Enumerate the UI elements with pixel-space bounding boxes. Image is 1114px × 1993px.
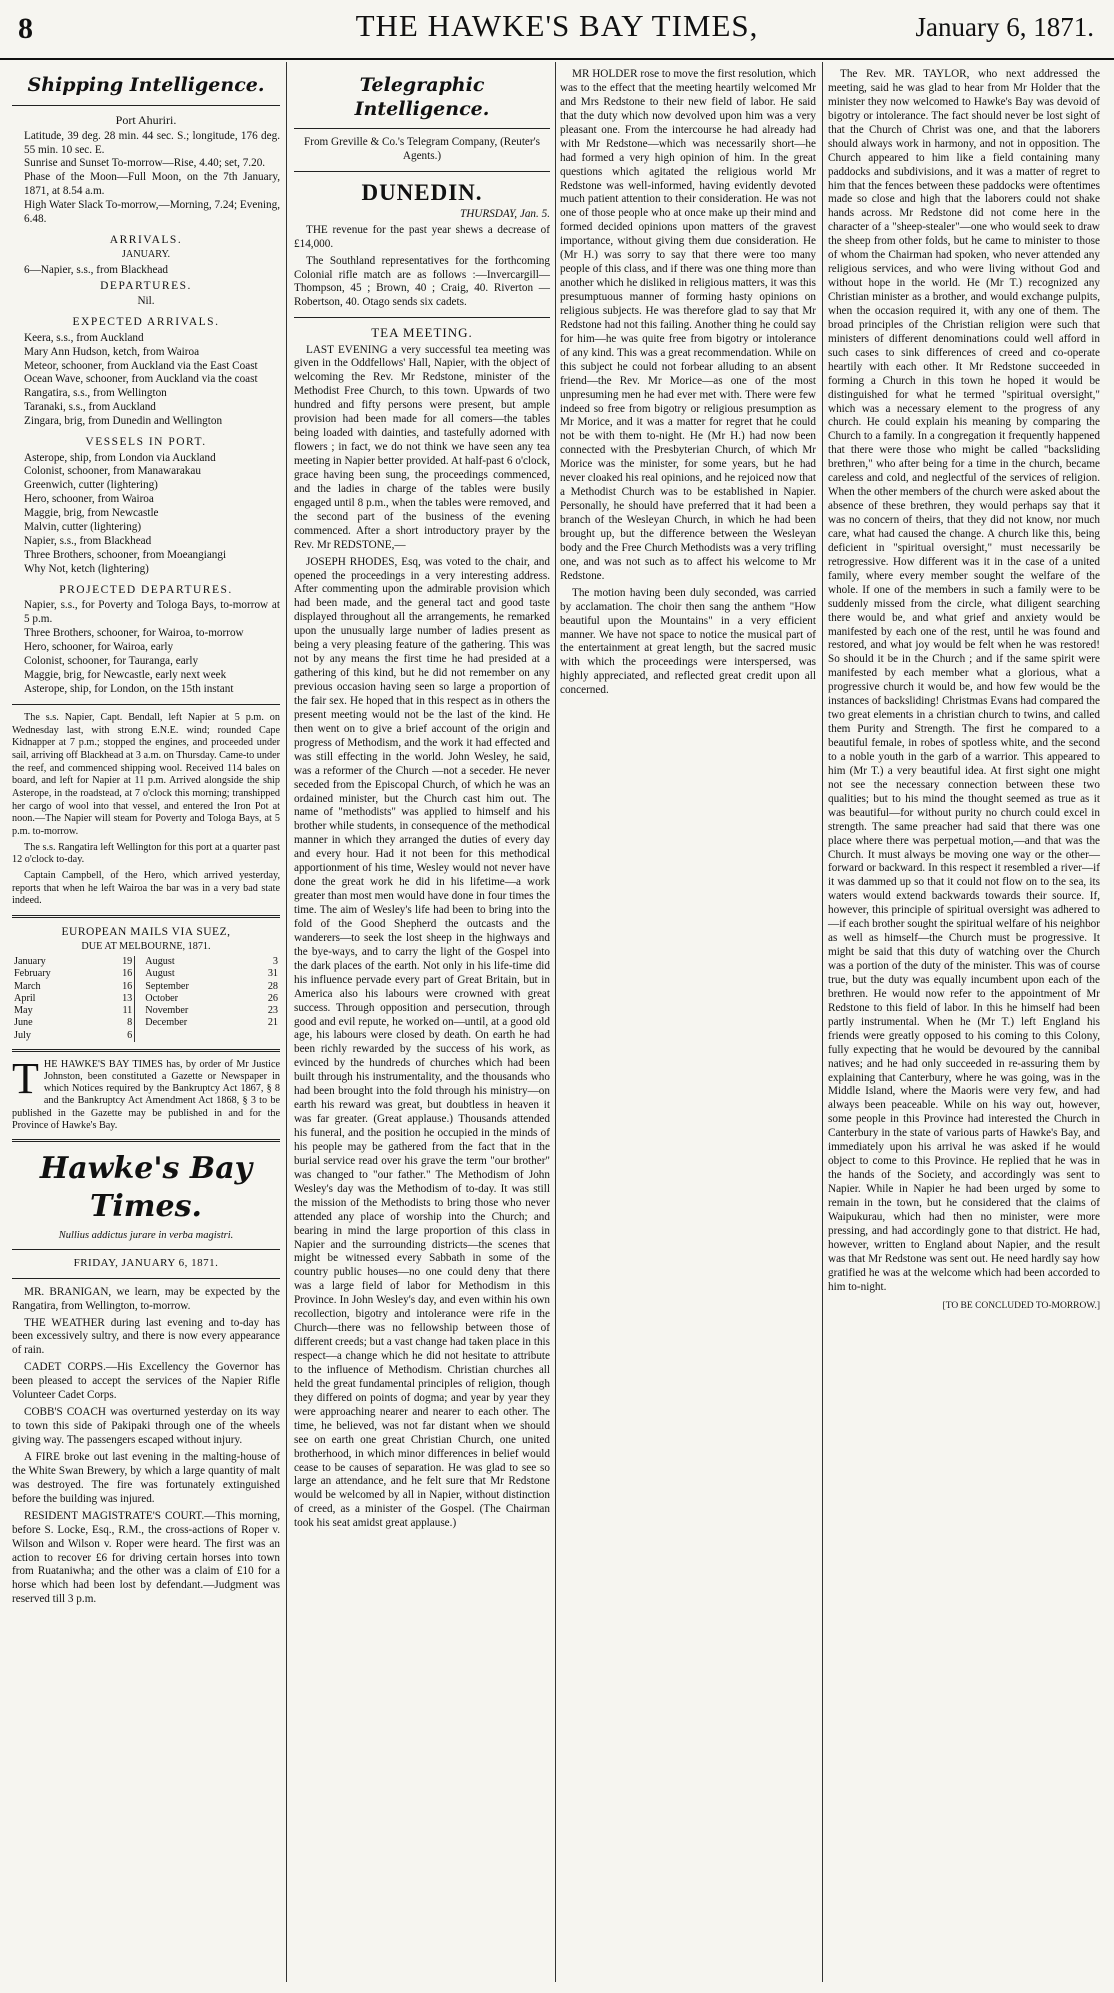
local-item (12, 1361, 280, 1403)
mail-separator (135, 968, 144, 980)
expected-heading: EXPECTED ARRIVALS. (72, 316, 220, 329)
projected-list (12, 599, 280, 697)
mails-subheading: DUE AT MELBOURNE, 1871. (81, 941, 211, 953)
mail-day: 11 (122, 1005, 133, 1017)
port-info-line: Phase of the Moon—Full Moon, on the 7th January, 1871, at 8.54 a.m. (24, 171, 280, 198)
shipping-note: The s.s. Rangatira left Wellington for this port at a quarter past 12 o'clock to-day. (12, 841, 280, 866)
expected-item: Taranaki, s.s., from Auckland (24, 401, 156, 414)
port-info-line: High Water Slack To-morrow,—Morning, 7.24; Evening, 6.48. (24, 199, 281, 226)
divider (12, 704, 280, 705)
mail-separator (135, 956, 144, 968)
expected-item: Rangatira, s.s., from Wellington (24, 387, 167, 400)
projected-heading: PROJECTED DEPARTURES. (59, 583, 233, 596)
divider (12, 1049, 280, 1052)
arrivals-heading: ARRIVALS. (109, 234, 183, 247)
shipping-note: The s.s. Napier, Capt. Bendall, left Napier at 5 p.m. on Wednesday last, with strong E.N.E. wind; rounded Cape Kidnapper at 7 p.m.; stopped the engines, and proceeded under sail, arriving off Blackhead at 3 a.m. on Thursday. Came-to under the reef, and commenced shipping wool. Received 114 bales on board, and left for Napier at 11 p.m. Arrived alongside the ship Asterope, in the roadstead, at 7 o'clock this morning; transhipped her cargo of wool into that vessel, and entered the Iron Pot at noon.—The Napier will steam for Poverty and Tologa Bays, at 5 p.m. to-morrow. (12, 711, 280, 838)
expected-item: Ocean Wave, schooner, from Auckland via the coast (24, 373, 258, 386)
local-item-lead: THE WEATHER (24, 1316, 105, 1329)
local-item-text: was overturned yesterday on its way to town this side of Pakipaki through one of the wheels giving way. The passengers escaped without injury. (12, 1406, 281, 1446)
vessel-item: Three Brothers, schooner, from Moeangiangi (24, 549, 227, 562)
mail-month: July (14, 1029, 31, 1041)
newspaper-title: THE HAWKE'S BAY TIMES, (355, 8, 759, 43)
mail-day: 16 (122, 980, 133, 992)
mail-row (12, 993, 280, 1005)
mail-day: 28 (267, 980, 278, 992)
local-item-lead: A FIRE (24, 1450, 60, 1463)
vessel-item: Greenwich, cutter (lightering) (24, 479, 158, 492)
expected-list (12, 332, 280, 430)
mail-row (12, 968, 280, 980)
dunedin-heading: DUNEDIN. (361, 180, 483, 206)
expected-item: Zingara, brig, from Dunedin and Wellington (24, 415, 223, 428)
issue-date: January 6, 1871. (915, 12, 1094, 42)
masthead-title: Hawke's Bay Times. (39, 1151, 253, 1224)
local-item-text: during last evening and to-day has been excessively sultry, and there is now every appearance of rain. (12, 1316, 281, 1357)
column-3 (560, 68, 816, 701)
mail-day: 3 (272, 956, 278, 968)
local-item-lead: RESIDENT MAGISTRATE'S COURT. (24, 1509, 205, 1522)
mail-month: June (14, 1017, 33, 1029)
mail-day: 23 (267, 1005, 278, 1017)
local-item-text: we learn, may be expected by the Rangatira, from Wellington, to-morrow. (12, 1285, 280, 1312)
arrival-item: 6—Napier, s.s., from Blackhead (24, 264, 169, 277)
mail-day: 13 (122, 992, 133, 1004)
column-4 (828, 68, 1100, 1312)
mail-month: March (14, 980, 41, 992)
local-item (12, 1406, 280, 1448)
mail-day: 6 (127, 1029, 133, 1041)
vessel-item: Maggie, brig, from Newcastle (24, 507, 159, 520)
drop-cap: T (12, 1053, 39, 1103)
mail-month: January (14, 956, 46, 968)
masthead-motto: Nullius addictus jurare in verba magistri. (58, 1229, 234, 1241)
local-item-text: broke out last evening in the malting-house of the White Swan Brewery, by which a large quantity of malt was destroyed. The fire was fortunately extinguished before the building was injured. (12, 1450, 280, 1505)
divider (294, 128, 550, 129)
telegraphic-source: From Greville & Co.'s Telegram Company, (Reuter's Agents.) (304, 136, 540, 163)
page-number: 8 (18, 12, 33, 45)
mail-day: 21 (267, 1017, 278, 1029)
telegraphic-heading: Telegraphic Intelligence. (354, 74, 490, 120)
mail-day: 8 (127, 1017, 133, 1029)
shipping-heading: Shipping Intelligence. (27, 74, 265, 96)
mail-month: May (14, 1005, 33, 1017)
vessel-item: Napier, s.s., from Blackhead (24, 535, 152, 548)
vessels-heading: VESSELS IN PORT. (85, 436, 207, 449)
divider (12, 1278, 280, 1279)
vessel-item: Why Not, ketch (lightering) (24, 563, 149, 576)
column-2 (294, 68, 550, 1534)
expected-item: Mary Ann Hudson, ketch, from Wairoa (24, 345, 200, 358)
mail-row (12, 981, 280, 993)
mails-table (12, 956, 280, 1042)
vessel-item: Hero, schooner, from Wairoa (24, 493, 154, 506)
departure-item: Nil. (137, 295, 155, 308)
mail-day: 19 (122, 956, 133, 968)
dunedin-dateline: THURSDAY, Jan. 5. (459, 207, 550, 220)
mail-day: 31 (267, 968, 278, 980)
mail-month: November (145, 1005, 189, 1017)
vessel-item: Asterope, ship, from London via Auckland (24, 451, 216, 464)
mail-row (12, 1005, 280, 1017)
telegraphic-para: The Southland representatives for the forthcoming Colonial rifle match are as follows :—Invercargill— Thompson, 45 ; Brown, 40 ; Craig, 40. Riverton —Robertson, 40. Otago sends six cadets. (294, 254, 550, 309)
projected-item: Hero, schooner, for Wairoa, early (24, 641, 174, 654)
gazette-text: HE HAWKE'S BAY TIMES has, by order of Mr Justice Johnston, been constituted a Gazette or Newspaper in which Notices required by the Bankruptcy Act 1867, § 8 and the Bankruptcy Act Amendment Act 1868, § 3 to be published in the Gazette may be published in and for the Province of Hawke's Bay. (12, 1058, 280, 1131)
vessel-item: Colonist, schooner, from Manawarakau (24, 465, 201, 478)
projected-item: Napier, s.s., for Poverty and Tologa Bays, to-morrow at 5 p.m. (24, 599, 280, 626)
departures-heading: DEPARTURES. (100, 280, 192, 293)
tea-para: The Rev. MR. TAYLOR, who next addressed the meeting, said he was glad to hear from Mr Holder that the minister they now welcomed to Hawke's Bay was devoid of bigotry or intolerance. The fact should never be lost sight of that the Church of Christ was one, and that the laborers should always work in harmony, and not in opposition. The Church appeared to him like a field containing many paddocks and subdivisions, and it was a matter of regret to him that the fences between these paddocks were oftentimes made so close and high that the laborers could not shake hands across. Mr Redstone did not come here in the character of a "sheep-stealer"—one who would seek to draw the sheep from other folds, but he came to minister to those of whom the Chairman had spoken, who never attended any religious services, and who were living without God and without hope in the world. He (Mr T.) recognized any Christian minister as a brother, and would exchange pulpits, when the occasion required it, with any one of them. The broad principles of the Christian religion were such that ministers of different denominations could well afford in such cases to sink differences of creed and co-operate heartily with each other. It Mr Redstone succeeded in forming a Church in this town he hoped it would be distinguished for what he termed "spiritual oversight," which was a necessary element to the progress of any church. He could explain his meaning by comparing the Church to a family. In a congregation it frequently happened that there were those who might be called "backsliding brethren," who after being for a time in the church, became careless and cold, and neglectful of the services of religion. When the other members of the church were asked about the absence of these brethren, they would perhaps say that it was no concern of theirs, that they did not know, nor much care, what had caused the change. A church like this, being deficient in "spiritual oversight," must necessarily be retrogressive. How different was it in the case of a united family, where every member sought the welfare of the whole. If one of the members in such a family were to be suddenly missed from the circle, what diligent searching there would be, and what grief and anxiety would be manifested by each one of the rest, until he was found and restored, and what joy would be felt when he was restored! So should it be in the Church ; and if the same spirit were manifested by each member what a glorious, what a progressive church it would be, and how few would be the instances of backsliding! Christmas Evans had compared the two great elements in a christian church to twins, and called them Purity and Strength. The first he compared to a beautiful female, in robes of spotless white, and the second to a noble youth in the garb of a warrior. This appeared to him (Mr T.) a very beautiful idea. At first sight one might not see the necessary connection between these two qualities; but to his mind the thought seemed as true as it was beautiful—for without purity no church could excel in strength. The same preacher had said that there was one place where there was perpetual motion,—and that was the Church. It must always be moving one way or the other—forward or backward. In this respect it resembled a river—if it was dammed up so that it could not flow on to the sea, its waters would extend backwards towards their source. If, however, this principle of spiritual oversight was adhered to—if each brother sought the spiritual welfare of his neighbor as well as himself—the Church must be progressive. It might be said that this duty of watching over the Church was a portion of the duty of the minister. This was of course true, but the duty was equally incumbent upon each of the brethren. He would now refer to the appointment of Mr Redstone to this field of labor. In this he himself had been partly instrumental. When he (Mr T.) left England his friends were greatly opposed to his coming to this Colony, fully expecting that he would be devoured by the cannibal natives; and he had only succeeded in re-assuring them by explaining that Canterbury, where he was going, was in the Middle Island, where the Maoris were very few, and had always been peaceable. While on his way out, however, some people in this Province had interested the Church in Canterbury in the state of various parts of Hawke's Bay, and immediately upon his arrival he was asked if he would object to come to this Province. He replied that he was in the hands of the Society, and accordingly was sent to Napier. While in Napier he had been urged by some to remain in the town, but he considered that the claims of Waipukurau, which had then no minister, were more pressing, and had accordingly gone to that district. He had, however, written to England about Napier, and the result was that Mr Redstone was sent out. He need hardly say how gratified he was at the welcome which had been accorded to him to-night. (828, 68, 1100, 1293)
tea-para: JOSEPH RHODES, Esq, was voted to the chair, and opened the proceedings in a very interesting address. After commenting upon the admirable provision which had been made, and the general tact and good taste displayed throughout all the arrangements, he remarked upon the unusually large number of ladies present as being a very pleasing feature of the gathering. This was not by any means the first time he had presided at a gathering of this kind, but he did not remember on any previous occasion having seen so large a proportion of the fair sex. He hoped that in this respect as in others the present meeting would not be the last of the kind. He then went on to give a brief account of the origin and progress of Methodism, and the work it had effected and was still effecting in the world. John Wesley, he said, was a reformer of the Church —not a seceder. He never seceded from the Episcopal Church, of which he was an ordained minister, but the Church cast him out. The name of "methodists" was applied to himself and his brother while students, in consequence of the methodical manner in which they arranged the duties of every day and every hour. Had it not been for this methodical apportionment of his time, Wesley would not never have done the great work he did in his lifetime—a work greater than most men would have done in four times the time. The aim of Wesley's life had been to bring into the fold of the Good Shepherd the outcasts and the wanderers—to seek the lost sheep in the highways and the bye-ways, and to carry the light of the Gospel into the dark places of the earth. Not only in his life-time did his influence pervade every part of Great Britain, but in America also his labours were crowned with great success. Through opposition and persecution, through good and evil repute, he worked on—until, at a good old age, his labours were closed by death. On earth he had been richly rewarded by the success of his work, as evinced by the hundreds of churches which had been built through his instrumentality, and the thousands who had been brought into the fold through his ministry—on earth his reward was great, but doubtless in heaven it was far greater. (Great applause.) Thousands attended his funeral, and the position he occupied in the minds of his people may be gathered from the fact that in the burial service read over his grave the term "our brother" was changed to "our father." The Methodism of John Wesley's day was the Methodism of to-day. It was still the mission of the Methodists to bring those who never attended any place of worship into the Church; and bearing in mind the large proportion of this class in Napier and the surrounding districts—the scenes that might be witnessed every Sabbath in some of the country public houses—no one could deny that there was a large field of labor for Methodism in this Province. In John Wesley's day, and even within his own recollection, bigotry and intolerance were rife in the Church—there was no fellowship between those of different creeds; but a vast change had taken place in this respect—a change which he did not hesitate to attribute to the influence of Methodism. Christian churches all held the great fundamental principles of religion, though they differed on points of dogma; and year by year they were approaching nearer and nearer to each other. The time, he believed, was not far distant when we should see on earth one great Christian Church, one united brotherhood, in which minor differences in belief would cease to be causes of separation. He was glad to see so large an attendance, and he felt sure that Mr Redstone would be welcomed by all in Napier, without distinction of creed, as a minister of the Gospel. (The Chairman took his seat amidst great applause.) (294, 555, 550, 1530)
mail-month: August (145, 956, 175, 968)
mail-day: 26 (267, 992, 278, 1004)
mail-month: September (145, 980, 189, 992)
local-item-lead: MR. BRANIGAN, (24, 1285, 112, 1298)
divider (294, 171, 550, 172)
tea-meeting-report (294, 344, 550, 1532)
mail-row (12, 956, 280, 968)
page-header (0, 0, 1114, 60)
port-info-line: Latitude, 39 deg. 28 min. 44 sec. S.; longitude, 176 deg. 55 min. 10 sec. E. (24, 129, 280, 156)
mail-day: 16 (122, 968, 133, 980)
local-item (12, 1286, 280, 1314)
divider (294, 317, 550, 318)
port-name: Port Ahuriri. (115, 112, 177, 127)
mail-separator (135, 1005, 144, 1017)
tea-para: The motion having been duly seconded, was carried by acclamation. The choir then sang the anthem "How beautiful upon the Mountains" in a very efficient manner. We have not space to notice the musical part of the entertainment at great length, but the sacred music with which the proceedings were interspersed, was highly appreciated, and reflected great credit upon all concerned. (560, 586, 816, 697)
mail-month: October (145, 992, 179, 1004)
local-item (12, 1510, 280, 1608)
shipping-note: Captain Campbell, of the Hero, which arrived yesterday, reports that when he left Wairoa the bar was in a very bad state indeed. (12, 870, 280, 907)
tea-meeting-heading: TEA MEETING. (371, 325, 473, 341)
mail-month (143, 1030, 248, 1042)
projected-item: Colonist, schooner, for Tauranga, early (24, 655, 199, 668)
projected-item: Asterope, ship, for London, on the 15th instant (24, 682, 234, 695)
local-item (12, 1317, 280, 1359)
divider (12, 1139, 280, 1142)
vessels-list (12, 452, 280, 577)
column-divider (555, 62, 556, 1982)
expected-item: Meteor, schooner, from Auckland via the East Coast (24, 359, 258, 372)
mail-month: August (145, 968, 175, 980)
mail-separator (135, 981, 144, 993)
to-be-concluded-note: [TO BE CONCLUDED TO-MORROW.] (942, 1300, 1100, 1311)
mail-row (12, 1030, 280, 1042)
divider (12, 105, 280, 106)
local-item-lead: COBB'S COACH (24, 1406, 107, 1419)
divider (12, 915, 280, 918)
mails-heading: EUROPEAN MAILS VIA SUEZ, (61, 926, 231, 939)
local-item-text: —His Excellency the Governor has been pleased to accept the services of the Napier Rifle Volunteer Cadet Corps. (12, 1361, 280, 1402)
mail-month: December (145, 1017, 188, 1029)
mail-separator (135, 1017, 144, 1029)
mail-separator (135, 993, 144, 1005)
mail-row (12, 1017, 280, 1029)
telegraphic-para: THE revenue for the past year shews a decrease of £14,000. (294, 223, 550, 250)
arrivals-month: JANUARY. (121, 249, 171, 261)
local-item (12, 1451, 280, 1507)
port-info (12, 130, 280, 228)
local-item-lead: CADET CORPS. (24, 1361, 106, 1374)
vessel-item: Malvin, cutter (lightering) (24, 521, 142, 534)
tea-para: LAST EVENING a very successful tea meeting was given in the Oddfellows' Hall, Napier, with the object of welcoming the Rev. Mr Redstone, minister of the Methodist Free Church, to this town. Upwards of two hundred and fifty persons were present, but ample provision had been made for all comers—the tables being loaded with dainties, and tastefully adorned with flowers ; in fact, we do not think we have seen any tea meeting in Napier better provided. At half-past 6 o'clock, grace having been sung, the proceedings commenced, and the ladies in charge of the tables were busily engaged until 8 p.m., when the tables were removed, and the second part of the business of the evening commenced. After a short introductory prayer by the Rev. Mr REDSTONE,— (294, 343, 550, 551)
projected-item: Three Brothers, schooner, for Wairoa, to-morrow (24, 627, 244, 640)
column-1 (12, 68, 280, 1610)
mail-month: April (14, 992, 36, 1004)
projected-item: Maggie, brig, for Newcastle, early next week (24, 668, 227, 681)
masthead-date: FRIDAY, JANUARY 6, 1871. (73, 1256, 219, 1269)
column-divider (822, 62, 823, 1982)
tea-para: MR HOLDER rose to move the first resolution, which was to the effect that the meeting heartily welcomed Mr and Mrs Redstone to their new field of labor. He said that the duty which now devolved upon him was a very pleasant one. From the intercourse he had already had with Mr Redstone—which was necessarily short—he had formed a very high opinion of him. In the great questions which agitated the religious world Mr Redstone was well-informed, having evidently devoted much patient attention to their consideration. He was not one of those people who at once make up their mind and formed decided opinions upon matters of the gravest importance, without giving them due consideration. He (Mr H.) was sorry to say that there were too many people of this class, and if there was one thing more than another which he disliked in religious matters, it was this presumptuous manner of forming hasty opinions on religious subjects. He was therefore glad to say that Mr Redstone had not this failing. Another thing he could say for him—he was quite free from bigotry or intolerance of any kind. This was a great recommendation. While on this subject he could not forbear alluding to an absent friend—the Rev. Mr Morice—as one of the most unpresuming men he had ever met with. There were few indeed so free from bigotry or religious presumption as Mr Morice, and it was a matter for regret that he could not be with them to-night. He (Mr H.) had now been connected with the Presbyterian Church, of which Mr Morice was the minister, for some years, but he had never cloaked his real opinions, and he rejoiced now that a Methodist Church was to be established in Napier. Personally, he should have preferred that it had been a branch of the Wesleyan Church, in which he had been brought up, but the difference between the Wesleyan body and the Free Church Methodists was a very trifling one, and was not such as to affect his welcome to Mr Redstone. (560, 68, 816, 582)
mail-day (249, 1030, 280, 1042)
local-item-text: —This morning, before S. Locke, Esq., R.M., the cross-actions of Roper v. Wilson and Wilson v. Roper were heard. The first was an action to recover £6 for driving certain horses into town from Ruataniwha; and the other was a claim of £10 for a horse which had been lost by defendant.—Judgment was reserved till 3 p.m. (12, 1509, 280, 1606)
expected-item: Keera, s.s., from Auckland (24, 331, 144, 344)
column-divider (286, 62, 287, 1982)
mail-month: February (14, 968, 51, 980)
gazette-notice (12, 1053, 280, 1132)
divider (12, 1249, 280, 1250)
mail-separator (135, 1030, 144, 1042)
port-info-line: Sunrise and Sunset To-morrow—Rise, 4.40; set, 7.20. (24, 157, 266, 170)
